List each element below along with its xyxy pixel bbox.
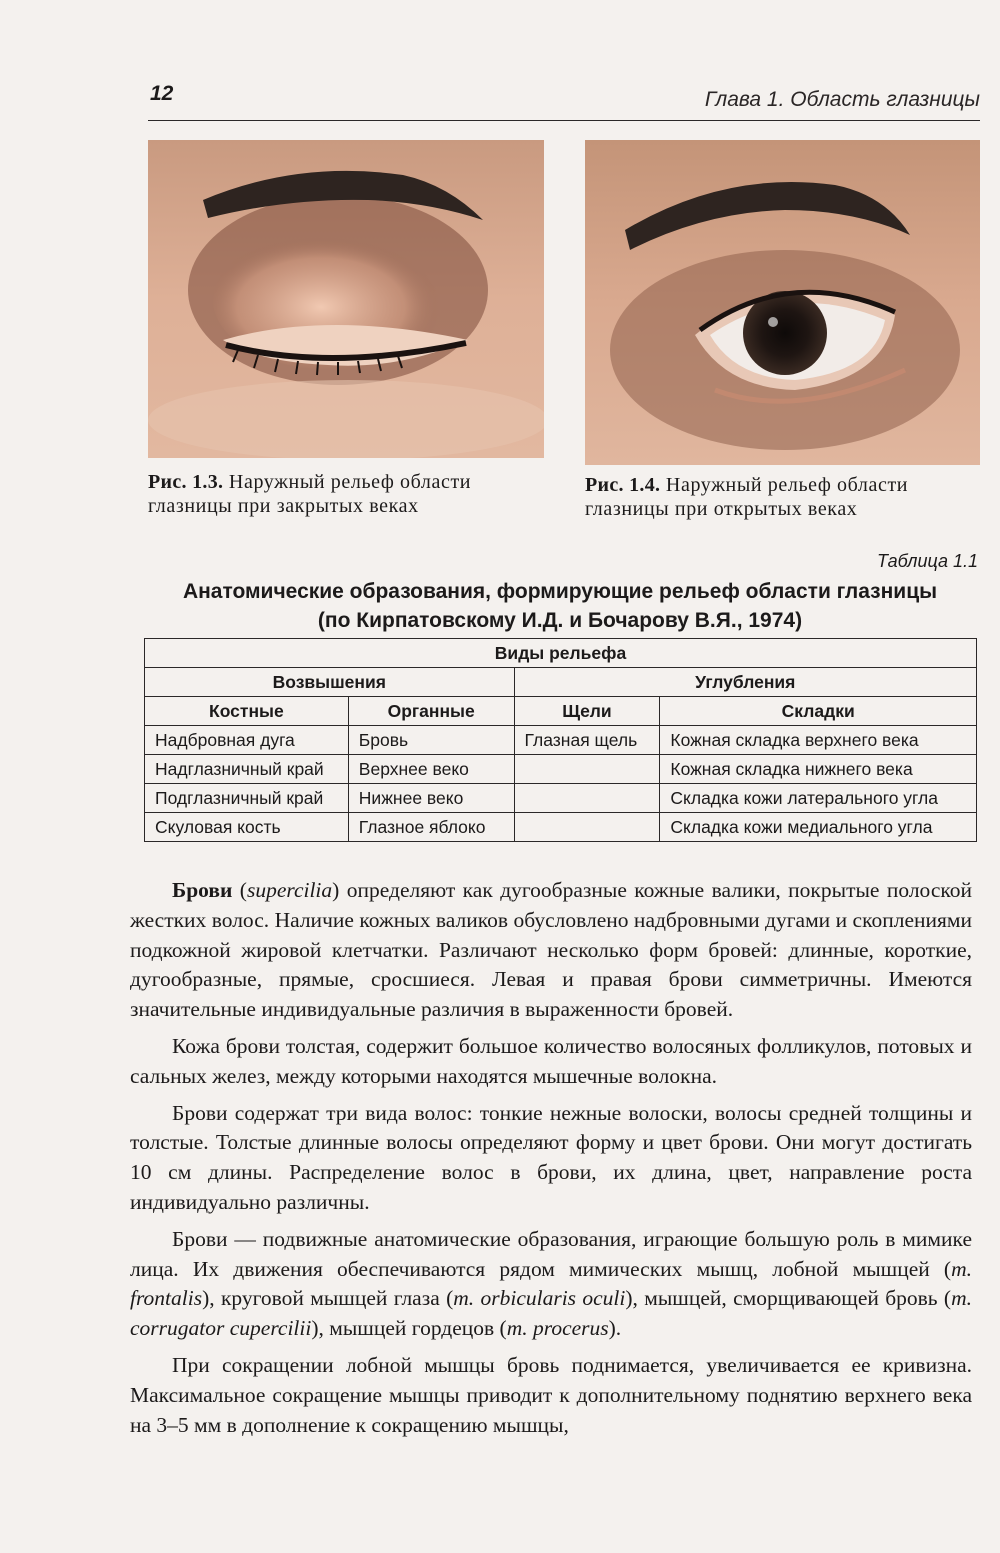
relief-table (144, 638, 977, 842)
table-row (145, 726, 977, 755)
header-rule (148, 120, 980, 121)
table-cell (514, 755, 660, 784)
table-cell: Подглазничный край (145, 784, 349, 813)
table-cell: Скуловая кость (145, 813, 349, 842)
latin-term: supercilia (246, 878, 333, 902)
page-number: 12 (150, 82, 174, 105)
figure-caption-1 (148, 470, 548, 518)
latin-term: m. procerus (506, 1316, 609, 1341)
column-header: Органные (348, 697, 514, 726)
table-cell: Глазное яблоко (348, 813, 514, 842)
table-cell: Верхнее веко (348, 755, 514, 784)
table-group-elevations: Возвышения (145, 668, 515, 697)
table-cell: Надглазничный край (145, 755, 349, 784)
column-header: Складки (660, 697, 977, 726)
table-cell: Складка кожи латерального угла (660, 784, 977, 813)
paragraph-hair: Брови содержат три вида волос: тонкие нежные волоски, волосы средней толщины и толстые. Толстые длинные волосы определяют форму и цвет брови. Они могут достигать 10 см длины. Распределение волос в брови, их длина, цвет, направление роста индивидуально различны. (130, 1100, 972, 1214)
table-row (145, 813, 977, 842)
photo-open-eye (585, 140, 980, 465)
table-cell: Бровь (348, 726, 514, 755)
table-row (145, 755, 977, 784)
chapter-title: Глава 1. Область глазницы (704, 88, 980, 111)
figure-label-2: Рис. 1.4. (585, 474, 661, 496)
paragraph-eyebrows (130, 876, 972, 1025)
paragraph-contraction: При сокращении лобной мышцы бровь поднимается, увеличивается ее кривизна. Максимальное сокращение мышцы приводит к дополнительному поднятию верхнего века на 3–5 мм в дополнение к сокращению мышцы, (130, 1352, 972, 1437)
table-cell: Надбровная дуга (145, 726, 349, 755)
table-column-row (145, 697, 977, 726)
table-cell: Кожная складка нижнего века (660, 755, 977, 784)
table-cell (514, 784, 660, 813)
paragraph-muscles (130, 1225, 972, 1344)
figure-label-1: Рис. 1.3. (148, 471, 224, 493)
figure-caption-2 (585, 473, 985, 521)
table-cell: Складка кожи медиального угла (660, 813, 977, 842)
figure-text-1: Наружный рельеф области глазницы при закрытых веках (148, 471, 472, 517)
paragraph-skin: Кожа брови толстая, содержит большое количество волосяных фолликулов, потовых и сальных желез, между которыми находятся мышечные волокна. (130, 1033, 972, 1088)
text-run: ( (232, 878, 247, 902)
text-run: ), круговой мышцей глаза ( (202, 1286, 454, 1311)
table-cell (514, 813, 660, 842)
table-number: Таблица 1.1 (876, 551, 978, 571)
body-text (130, 876, 972, 1447)
table-cell: Кожная складка верхнего века (660, 726, 977, 755)
text-run: ), мышцей гордецов ( (311, 1316, 507, 1341)
table-row (145, 784, 977, 813)
latin-term: m. orbicularis oculi (453, 1286, 626, 1311)
text-run: Брови — подвижные анатомические образования, играющие большую роль в мимике лица. Их движения обеспечиваются рядом мимических мышц, лобной мышцей ( (130, 1226, 972, 1281)
term-eyebrows: Брови (172, 878, 233, 902)
column-header: Щели (514, 697, 660, 726)
figure-text-2: Наружный рельеф области глазницы при открытых веках (585, 474, 909, 520)
table-head-row (145, 639, 977, 668)
table-group-depressions: Углубления (514, 668, 976, 697)
latin-term: m. frontalis (130, 1256, 972, 1311)
photo-closed-eye (148, 140, 544, 458)
text-run: ) определяют как дугообразные кожные валики, покрытые полоской жестких волос. Наличие кожных валиков обусловлено надбровными дугами и скоплениями подкожной жировой клетчатки. Различают несколько форм бровей: длинные, короткие, дугообразные, прямые, сросшиеся. Левая и правая брови симметричны. Имеются значительные индивидуальные различия в выраженности бровей. (130, 878, 972, 1022)
table-cell: Глазная щель (514, 726, 660, 755)
latin-term: m. corrugator cupercilii (130, 1286, 972, 1341)
text-run: ). (608, 1316, 622, 1341)
table-group-row (145, 668, 977, 697)
text-run: ), мышцей, сморщивающей бровь ( (625, 1286, 952, 1311)
table-title-line1: Анатомические образования, формирующие рельеф области глазницы (182, 580, 938, 603)
table-title-line2: (по Кирпатовскому И.Д. и Бочарову В.Я., 1974) (317, 609, 803, 632)
table-head-main: Виды рельефа (145, 639, 977, 668)
table-cell: Нижнее веко (348, 784, 514, 813)
column-header: Костные (145, 697, 349, 726)
